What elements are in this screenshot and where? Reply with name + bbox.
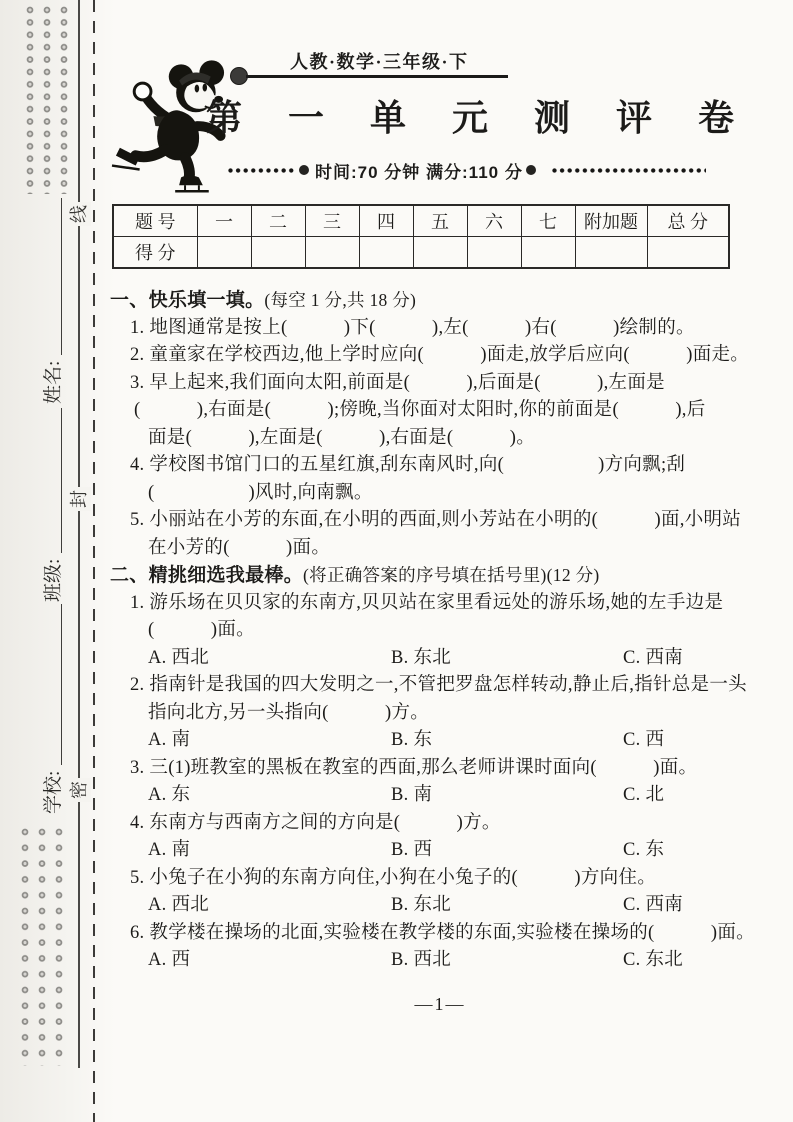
choice-options — [110, 892, 793, 920]
section2-heading-note: (将正确答案的序号填在括号里)(12 分) — [303, 565, 600, 585]
seal-char-feng: 封 — [67, 487, 91, 511]
name-field-label: 姓名: — [43, 360, 64, 404]
option-b: B. 西 — [391, 840, 433, 860]
name-field-blank-line — [61, 198, 62, 355]
option-b: B. 东北 — [391, 647, 452, 668]
option-c: C. 西南 — [623, 647, 684, 668]
seal-char-xian: 线 — [67, 202, 91, 226]
score-cell — [305, 237, 359, 269]
score-cell — [251, 237, 305, 269]
choice-question: 4. 东南方与西南方之间的方向是( )方。 — [130, 812, 501, 833]
score-cell — [359, 237, 413, 269]
section2-heading-title: 二、精挑细选我最棒。 — [110, 565, 304, 586]
option-a: A. 南 — [148, 730, 191, 750]
seal-line — [78, 0, 80, 1068]
fill-blank-question-continued: ( )风时,向南飘。 — [148, 482, 373, 503]
score-table-score-row — [113, 237, 729, 269]
score-table-header-cell: 总 分 — [647, 205, 729, 237]
school-field — [40, 604, 66, 814]
fill-blank-question-continued: 面是( ),左面是( ),右面是( )。 — [148, 427, 536, 448]
binding-holes-bottom — [21, 828, 71, 1066]
page-number: —1— — [414, 994, 466, 1014]
brand-rule — [246, 75, 508, 78]
class-field-label: 班级: — [43, 558, 64, 602]
exam-info-row — [228, 161, 718, 182]
choice-options — [110, 645, 793, 673]
score-table-header-cell: 四 — [359, 205, 413, 237]
score-table — [112, 204, 730, 269]
score-table-header-cell: 三 — [305, 205, 359, 237]
choice-question: 5. 小兔子在小狗的东南方向住,小狗在小兔子的( )方向住。 — [130, 867, 657, 888]
choice-question: 6. 教学楼在操场的北面,实验楼在教学楼的东面,实验楼在操场的( )面。 — [130, 922, 755, 943]
bullet-dot-left — [299, 165, 309, 175]
option-b: B. 南 — [391, 785, 433, 805]
class-field-blank-line — [61, 408, 62, 553]
fill-blank-question-continued: ( ),右面是( );傍晚,当你面对太阳时,你的前面是( ),后 — [134, 400, 706, 420]
option-c: C. 西 — [623, 730, 665, 750]
choice-question: 2. 指南针是我国的四大发明之一,不管把罗盘怎样转动,静止后,指针总是一头 — [130, 675, 747, 695]
dotted-rule-left — [228, 168, 296, 173]
page-title: 第 一 单 元 测 评 卷 — [205, 97, 752, 138]
seal-char-mi: 密 — [67, 778, 91, 802]
option-a: A. 东 — [148, 785, 191, 805]
choice-question-continued: ( )面。 — [148, 620, 255, 640]
option-a: A. 西 — [148, 950, 191, 970]
dotted-rule-right — [552, 168, 706, 173]
section1-heading — [110, 287, 793, 315]
brand-header: 人教·数学·三年级·下 — [290, 52, 469, 72]
option-b: B. 东北 — [391, 895, 452, 915]
choice-question: 1. 游乐场在贝贝家的东南方,贝贝站在家里看远处的游乐场,她的左手边是 — [130, 592, 724, 613]
time-score-info: 时间:70 分钟 满分:110 分 — [315, 162, 523, 182]
score-cell — [521, 237, 575, 269]
bullet-dot-right — [526, 165, 536, 175]
fill-blank-question: 5. 小丽站在小芳的东面,在小明的西面,则小芳站在小明的( )面,小明站 — [130, 510, 742, 530]
fill-blank-question: 4. 学校图书馆门口的五星红旗,刮东南风时,向( )方向飘;刮 — [130, 455, 686, 475]
option-b: B. 东 — [391, 730, 433, 750]
score-table-header-cell: 二 — [251, 205, 305, 237]
score-cell — [197, 237, 251, 269]
section1-heading-note: (每空 1 分,共 18 分) — [264, 290, 417, 310]
score-table-header-cell: 附加题 — [575, 205, 647, 237]
fill-blank-question: 3. 早上起来,我们面向太阳,前面是( ),后面是( ),左面是 — [130, 372, 665, 393]
choice-options — [110, 782, 793, 810]
option-b: B. 西北 — [391, 950, 452, 970]
score-table-header-cell: 题 号 — [113, 205, 197, 237]
class-field — [40, 408, 66, 602]
score-cell — [413, 237, 467, 269]
binding-holes-top — [26, 6, 76, 194]
fill-blank-question: 1. 地图通常是按上( )下( ),左( )右( )绘制的。 — [130, 317, 695, 338]
name-field — [40, 198, 66, 404]
score-table-header-cell: 五 — [413, 205, 467, 237]
choice-options — [110, 947, 793, 975]
fill-blank-question-continued: 在小芳的( )面。 — [148, 537, 331, 558]
option-a: A. 西北 — [148, 895, 210, 915]
option-c: C. 北 — [623, 785, 665, 805]
choice-question-continued: 指向北方,另一头指向( )方。 — [148, 702, 430, 723]
school-field-blank-line — [61, 604, 62, 765]
fill-blank-question: 2. 童童家在学校西边,他上学时应向( )面走,放学后应向( )面走。 — [130, 345, 750, 365]
option-c: C. 东北 — [623, 950, 684, 970]
option-a: A. 西北 — [148, 647, 210, 668]
score-table-header-cell: 一 — [197, 205, 251, 237]
score-table-header-row — [113, 205, 729, 237]
section1-heading-title: 一、快乐填一填。 — [110, 290, 265, 311]
option-a: A. 南 — [148, 840, 191, 860]
option-c: C. 西南 — [623, 895, 684, 915]
choice-options — [110, 727, 793, 755]
score-table-header-cell: 六 — [467, 205, 521, 237]
choice-question: 3. 三(1)班教室的黑板在教室的西面,那么老师讲课时面向( )面。 — [130, 757, 698, 778]
option-c: C. 东 — [623, 840, 665, 860]
choice-options — [110, 837, 793, 865]
school-field-label: 学校: — [43, 770, 64, 814]
score-row-label: 得 分 — [113, 237, 197, 269]
section2-heading — [110, 562, 793, 590]
score-cell — [467, 237, 521, 269]
questions-area — [110, 287, 793, 975]
score-table-header-cell: 七 — [521, 205, 575, 237]
score-cell — [575, 237, 647, 269]
score-cell — [647, 237, 729, 269]
fold-dashed-line — [93, 0, 95, 1122]
